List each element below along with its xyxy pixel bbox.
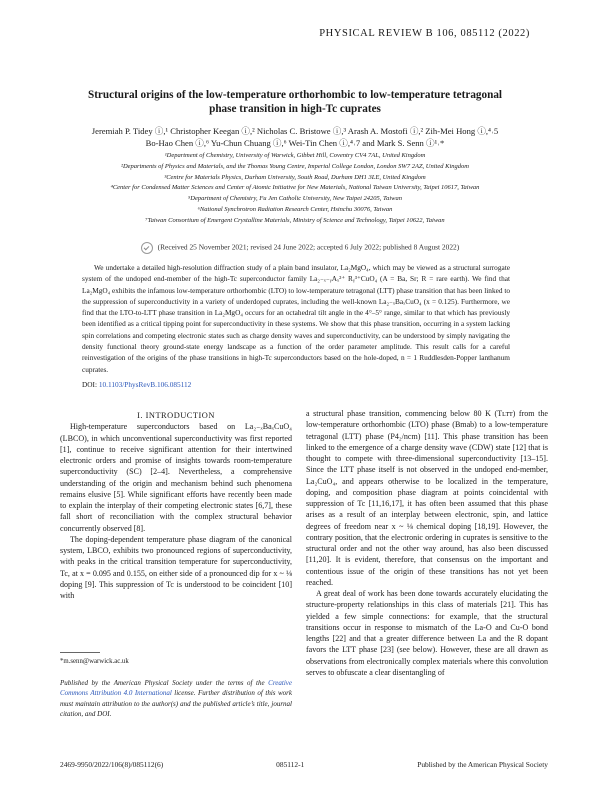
authors-line-2[interactable]: Bo-Hao Chen ⓘ,⁶ Yu-Chun Chuang ⓘ,⁶ Wei-Tin Chen ⓘ,⁴˒7 and Mark S. Senn ⓘ¹˒* [145,138,445,148]
left-column [60,410,292,601]
received-dates [100,242,500,254]
affiliation-4: ⁴Center for Condensed Matter Sciences and Center of Atomic Initiative for New Materials, National Taiwan University, Taipei 10617, Taiwan [110,184,480,192]
doi-line [82,380,191,389]
affiliation-2: ²Departments of Physics and Materials, and the Thomas Young Centre, Imperial College London, London SW7 2AZ, United Kingdom [121,162,469,170]
paper-title [60,88,530,116]
footer-issn: 2469-9950/2022/106(8)/085112(6) [60,760,164,769]
footnote-divider [60,652,100,653]
check-for-updates-icon[interactable] [141,242,153,254]
page-footer [60,760,548,769]
intro-paragraph-3: a structural phase transition, commencing below 80 K (Tʟᴛᴛ) from the low-temperature orthorhombic (LTO) phase (Bmab) to a low-temperature tetragonal (LTT) phase (P4₂/ncm) [11]. This phase transition has been linked to the emergence of a charge density wave (CDW) state [12] that is thought to compete with three-dimensional superconductivity [13–15]. Since the LTT phase itself is not observed in the undoped end-member, La₂CuO₄, and appears otherwise to be localized in the temperature, doping, and composition phase diagram at points coincidental with suppression of Tc [11,16,17], it has often been assumed that this phase arises as a result of an interplay between electronic, spin, and lattice degrees of freedom near x ~ ⅛ chemical doping [18,19]. However, the contrary position, that the electronic ordering in cuprates is sensitive to the structural order and not the other way around, has also been discussed [11,20]. It is evident, therefore, that consensus on the important and contentious issue of the origin of these transitions has not yet been reached. [306,409,548,587]
right-column [306,408,548,678]
author-list [40,125,550,149]
journal-header: PHYSICAL REVIEW B 106, 085112 (2022) [319,28,530,39]
intro-paragraph-2: The doping-dependent temperature phase diagram of the canonical system, LBCO, exhibits two pronounced regions of superconductivity, with peaks in the critical transition temperature for superconductivity, Tc, at x = 0.095 and 0.155, on either side of a pronounced dip for x ~ ⅛ doping [9]. This suppression of Tc is understood to be coincident [10] with [60,534,292,600]
doi-label: DOI: [82,380,97,389]
title-line-2: phase transition in high-Tc cuprates [209,103,381,115]
affiliations [20,151,570,227]
affiliation-7: ⁷Taiwan Consortium of Emergent Crystalline Materials, Ministry of Science and Technology, Taipei 10622, Taiwan [145,216,445,224]
intro-paragraph-1: High-temperature superconductors based on La₂₋ₓBaₓCuO₄ (LBCO), in which unconventional superconductivity was first reported [1], continue to receive significant attention for their intertwined electronic orders and promise of insights towards room-temperature superconductivity (SC) [2–4]. Nevertheless, a comprehensive understanding of the origin and mechanism behind such phenomena remains elusive [5]. While significant efforts have recently been made to explain the interplay of their competing electronic states [6,7], these fall short of reconciliation with the complex structural behavior concurrently observed [8]. [60,422,292,533]
abstract [82,262,510,375]
corresponding-author-footnote[interactable]: *m.senn@warwick.ac.uk [60,658,129,665]
section-heading-introduction: I. INTRODUCTION [137,411,215,420]
license-text-post: license. Further distribution of this work must maintain attribution to the author(s) and the published article’s title, journal citation, and DOI. [60,689,292,719]
authors-line-1[interactable]: Jeremiah P. Tidey ⓘ,¹ Christopher Keegan ⓘ,² Nicholas C. Bristowe ⓘ,³ Arash A. Mostofi ⓘ,² Zih-Mei Hong ⓘ,⁴˒5 [91,126,499,136]
abstract-text: We undertake a detailed high-resolution diffraction study of a plain band insulator, La₂MgO₄, which may be viewed as a structural surrogate system of the undoped end-member of the high-Tc superconductor family La₂₋ₓ₋ᵧAₓ²⁺ Rᵧ³⁺CuO₄ (A = Ba, Sr; R = rare earth). We find that La₂MgO₄ exhibits the infamous low-temperature orthorhombic (LTO) to low-temperature tetragonal (LTT) phase transition that has been linked to the suppression of superconductivity in a variety of underdoped cuprates, including the well-known La₂₋ₓBaₓCuO₄ (x = 0.125). Furthermore, we find that the LTO-to-LTT phase transition in La₂MgO₄ occurs for an octahedral tilt angle in the 4°–5° range, similar to that which has previously been identified as a critical tipping point for superconductivity in these systems. We show that this phase transition, occurring in a system lacking spin correlations and competing electronic states such as charge density waves and superconductivity, can be understood by simply navigating the density functional theory ground-state energy landscape as a function of the order parameter amplitude. This result calls for a careful reinvestigation of the origins of the phase transitions in high-Tc superconductors based on the hole-doped, n = 1 Ruddlesden-Popper lanthanum cuprates. [82,263,510,374]
doi-link[interactable]: 10.1103/PhysRevB.106.085112 [98,380,192,389]
license-text-pre: Published by the American Physical Society under the terms of the [60,679,269,687]
footer-page-number: 085112-1 [276,760,305,769]
affiliation-6: ⁶National Synchrotron Radiation Research Center, Hsinchu 30076, Taiwan [197,205,393,213]
affiliation-5: ⁵Department of Chemistry, Fu Jen Catholic University, New Taipei 24205, Taiwan [188,195,402,203]
affiliation-3: ³Centre for Materials Physics, Durham University, South Road, Durham DH1 3LE, United Kingdom [164,173,426,181]
affiliation-1: ¹Department of Chemistry, University of Warwick, Gibbet Hill, Coventry CV4 7AL, United Kingdom [164,152,426,159]
intro-paragraph-4: A great deal of work has been done towards accurately elucidating the structure-property relationships in this class of materials [21]. This has yielded a few simple connections: for example, that the structural transitions occur in response to mismatch of the La-O and Cu-O bond lengths [22] and that a greater difference between La and the R dopant favors the LTT phase [23] (see below). However, these are all drawn as observations from electronically complex materials where this convolution serves to obfuscate a clear disentangling of [306,589,548,677]
title-line-1: Structural origins of the low-temperature orthorhombic to low-temperature tetragonal [87,89,503,101]
footer-publisher: Published by the American Physical Society [417,760,548,769]
license-notice [60,678,292,720]
license-link[interactable]: Creative Commons Attribution 4.0 International [60,679,292,698]
received-text: (Received 25 November 2021; revised 24 June 2022; accepted 6 July 2022; published 8 August 2022) [157,242,460,252]
